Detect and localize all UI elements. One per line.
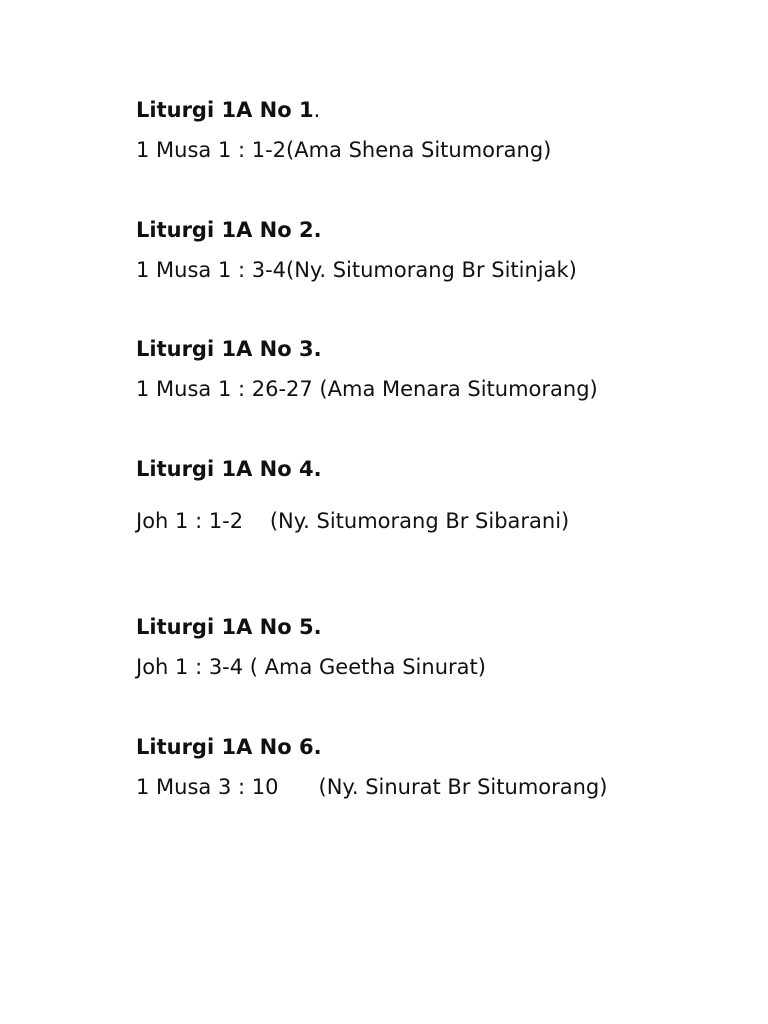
liturgy-entry-1 — [136, 97, 736, 163]
liturgy-verse: 1 Musa 3 : 10 (Ny. Sinurat Br Situmorang) — [136, 775, 608, 799]
liturgy-heading — [136, 97, 736, 123]
heading-text: Liturgi 1A No 6. — [136, 735, 322, 759]
liturgy-entry-3 — [136, 336, 736, 402]
heading-text: Liturgi 1A No 2. — [136, 218, 322, 242]
liturgy-verse: Joh 1 : 1-2 (Ny. Situmorang Br Sibarani) — [136, 509, 570, 533]
liturgy-entry-2 — [136, 217, 736, 283]
heading-text: Liturgi 1A No 4. — [136, 457, 322, 481]
liturgy-heading — [136, 614, 736, 640]
liturgy-heading — [136, 734, 736, 760]
heading-text: Liturgi 1A No 5. — [136, 615, 322, 639]
liturgy-verse: 1 Musa 1 : 3-4(Ny. Situmorang Br Sitinjak) — [136, 258, 577, 282]
liturgy-entry-4 — [136, 456, 736, 534]
liturgy-entry-6 — [136, 734, 736, 800]
heading-text: Liturgi 1A No 3. — [136, 337, 322, 361]
heading-suffix: . — [313, 98, 321, 122]
liturgy-verse: 1 Musa 1 : 1-2(Ama Shena Situmorang) — [136, 138, 552, 162]
heading-text: Liturgi 1A No 1 — [136, 98, 314, 122]
liturgy-heading — [136, 336, 736, 362]
liturgy-verse: 1 Musa 1 : 26-27 (Ama Menara Situmorang) — [136, 377, 598, 401]
liturgy-entry-5 — [136, 614, 736, 680]
liturgy-heading — [136, 217, 736, 243]
liturgy-verse: Joh 1 : 3-4 ( Ama Geetha Sinurat) — [136, 655, 486, 679]
liturgy-heading — [136, 456, 736, 482]
